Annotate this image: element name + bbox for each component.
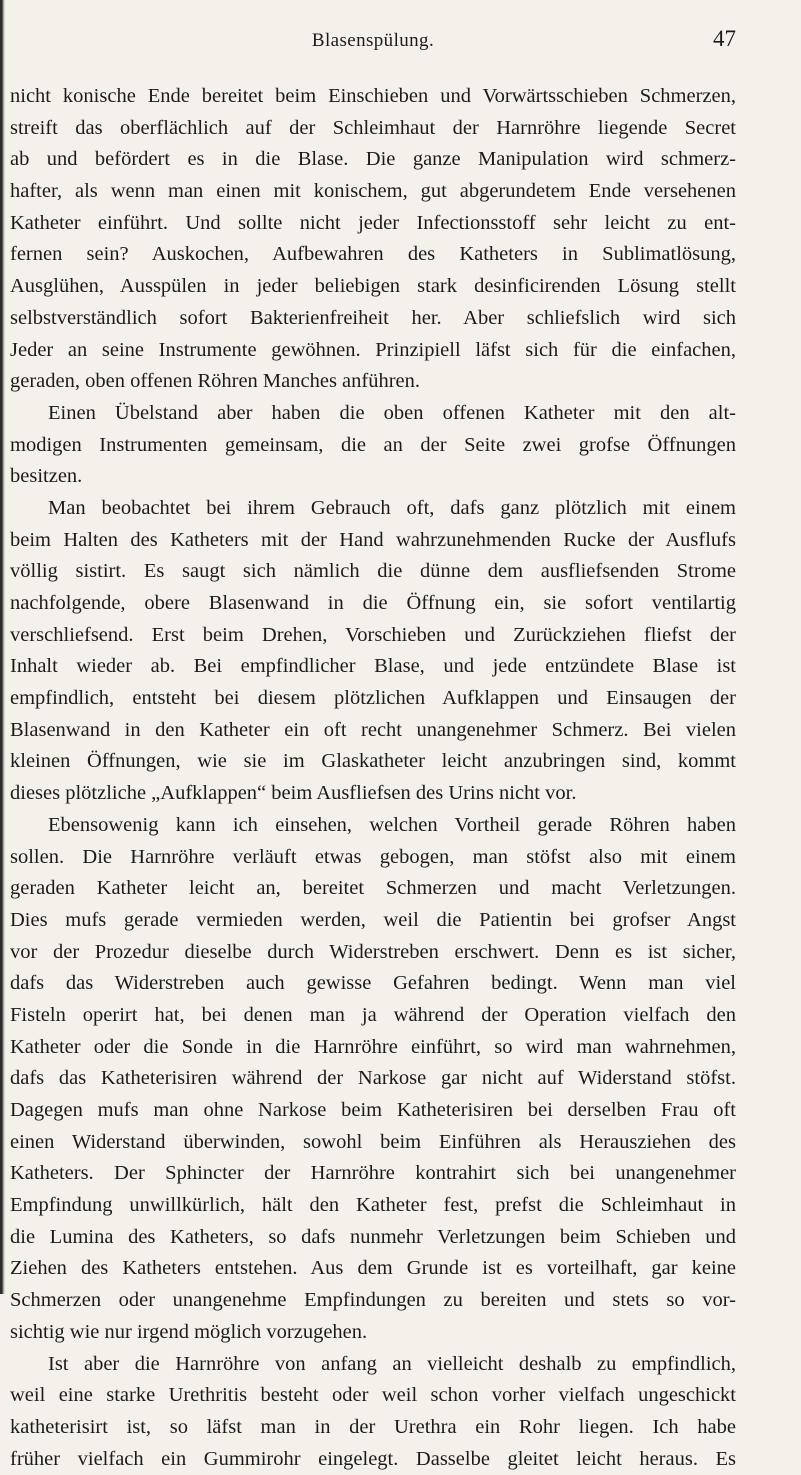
text-line: Katheters. Der Sphincter der Harnröhre kontrahirt sich bei unangenehmer (10, 1162, 736, 1185)
text-line: Schmerzen oder unangenehme Empfindungen zu bereiten und stets so vor- (10, 1289, 736, 1312)
text-line: sichtig wie nur irgend möglich vorzugehen. (10, 1320, 368, 1343)
text-line: Ausglühen, Ausspülen in jeder beliebigen stark desinficirenden Lösung stellt (10, 275, 736, 298)
text-line: streift das oberflächlich auf der Schleimhaut der Harnröhre liegende Secret (10, 116, 736, 139)
text-line: geraden Katheter leicht an, bereitet Schmerzen und macht Verletzungen. (10, 877, 736, 900)
text-line: sollen. Die Harnröhre verläuft etwas gebogen, man stöfst also mit einem (10, 845, 736, 868)
text-line: kleinen Öffnungen, wie sie im Glaskatheter leicht anzubringen sind, kommt (10, 750, 736, 773)
text-line: nachfolgende, obere Blasenwand in die Öffnung ein, sie sofort ventilartig (10, 592, 736, 614)
text-line: Katheter oder die Sonde in die Harnröhre einführt, so wird man wahrnehmen, (10, 1035, 736, 1058)
text-line: dieses plötzliche „Aufklappen“ beim Ausfliefsen des Urins nicht vor. (10, 782, 577, 805)
text-line: ab und befördert es in die Blase. Die ganze Manipulation wird schmerz- (10, 148, 736, 171)
text-line: besitzen. (10, 465, 83, 488)
text-line: hafter, als wenn man einen mit konischem, gut abgerundetem Ende versehenen (10, 180, 736, 203)
text-line: Jeder an seine Instrumente gewöhnen. Prinzipiell läfst sich für die einfachen, (10, 338, 736, 361)
text-line: geraden, oben offenen Röhren Manches anführen. (10, 370, 421, 393)
text-line: katheterisirt ist, so läfst man in der Urethra ein Rohr liegen. Ich habe (10, 1415, 736, 1438)
running-head-title: Blasenspülung. (311, 30, 435, 51)
text-line: Katheter einführt. Und sollte nicht jeder Infectionsstoff sehr leicht zu ent- (10, 211, 736, 234)
text-line: Inhalt wieder ab. Bei empfindlicher Blase, und jede entzündete Blase ist (10, 655, 736, 678)
text-line: empfindlich, entsteht bei diesem plötzlichen Aufklappen und Einsaugen der (10, 687, 736, 710)
scan-binding-edge (0, 0, 5, 1294)
text-line: Empfindung unwillkürlich, hält den Katheter fest, prefst die Schleimhaut in (10, 1194, 736, 1217)
text-line: Einen Übelstand aber haben die oben offenen Katheter mit den alt- (48, 401, 736, 424)
text-line: Man beobachtet bei ihrem Gebrauch oft, dafs ganz plötzlich mit einem (48, 496, 736, 519)
body-text (10, 81, 736, 1475)
text-line: Fisteln operirt hat, bei denen man ja während der Operation vielfach den (10, 1003, 736, 1026)
text-line: Dagegen mufs man ohne Narkose beim Katheterisiren bei derselben Frau oft (10, 1099, 736, 1121)
text-line: dafs das Katheterisiren während der Narkose gar nicht auf Widerstand stöfst. (10, 1067, 736, 1090)
text-line: völlig sistirt. Es saugt sich nämlich die dünne dem ausfliefsenden Strome (10, 560, 736, 583)
text-line: Ziehen des Katheters entstehen. Aus dem Grunde ist es vorteilhaft, gar keine (10, 1257, 736, 1280)
text-line: dafs das Widerstreben auch gewisse Gefahren bedingt. Wenn man viel (10, 972, 736, 995)
text-line: selbstverständlich sofort Bakterienfreiheit her. Aber schliefslich wird sich (10, 306, 736, 329)
text-line: nicht konische Ende bereitet beim Einschieben und Vorwärtsschieben Schmerzen, (10, 85, 736, 107)
text-line: Ebensowenig kann ich einsehen, welchen Vortheil gerade Röhren haben (48, 813, 736, 836)
text-line: Ist aber die Harnröhre von anfang an vielleicht deshalb zu empfindlich, (48, 1352, 736, 1375)
text-line: Dies mufs gerade vermieden werden, weil die Patientin bei grofser Angst (10, 908, 736, 931)
running-head (10, 26, 736, 56)
text-line: verschliefsend. Erst beim Drehen, Vorschieben und Zurückziehen fliefst der (10, 623, 736, 646)
text-line: Blasenwand in den Katheter ein oft recht unangenehmer Schmerz. Bei vielen (10, 718, 736, 741)
text-line: früher vielfach ein Gummirohr eingelegt. Dasselbe gleitet leicht heraus. Es (10, 1447, 736, 1470)
text-line: die Lumina des Katheters, so dafs nunmehr Verletzungen beim Schieben und (10, 1225, 736, 1248)
text-line: modigen Instrumenten gemeinsam, die an der Seite zwei grofse Öffnungen (10, 433, 736, 456)
text-line: vor der Prozedur dieselbe durch Widerstreben erschwert. Denn es ist sicher, (10, 940, 736, 963)
text-line: einen Widerstand überwinden, sowohl beim Einführen als Herausziehen des (10, 1130, 736, 1153)
text-line: beim Halten des Katheters mit der Hand wahrzunehmenden Rucke der Ausflufs (10, 528, 736, 551)
text-line: weil eine starke Urethritis besteht oder weil schon vorher vielfach ungeschickt (10, 1384, 736, 1407)
page-number: 47 (713, 26, 736, 51)
text-line: fernen sein? Auskochen, Aufbewahren des Katheters in Sublimatlösung, (10, 243, 736, 266)
